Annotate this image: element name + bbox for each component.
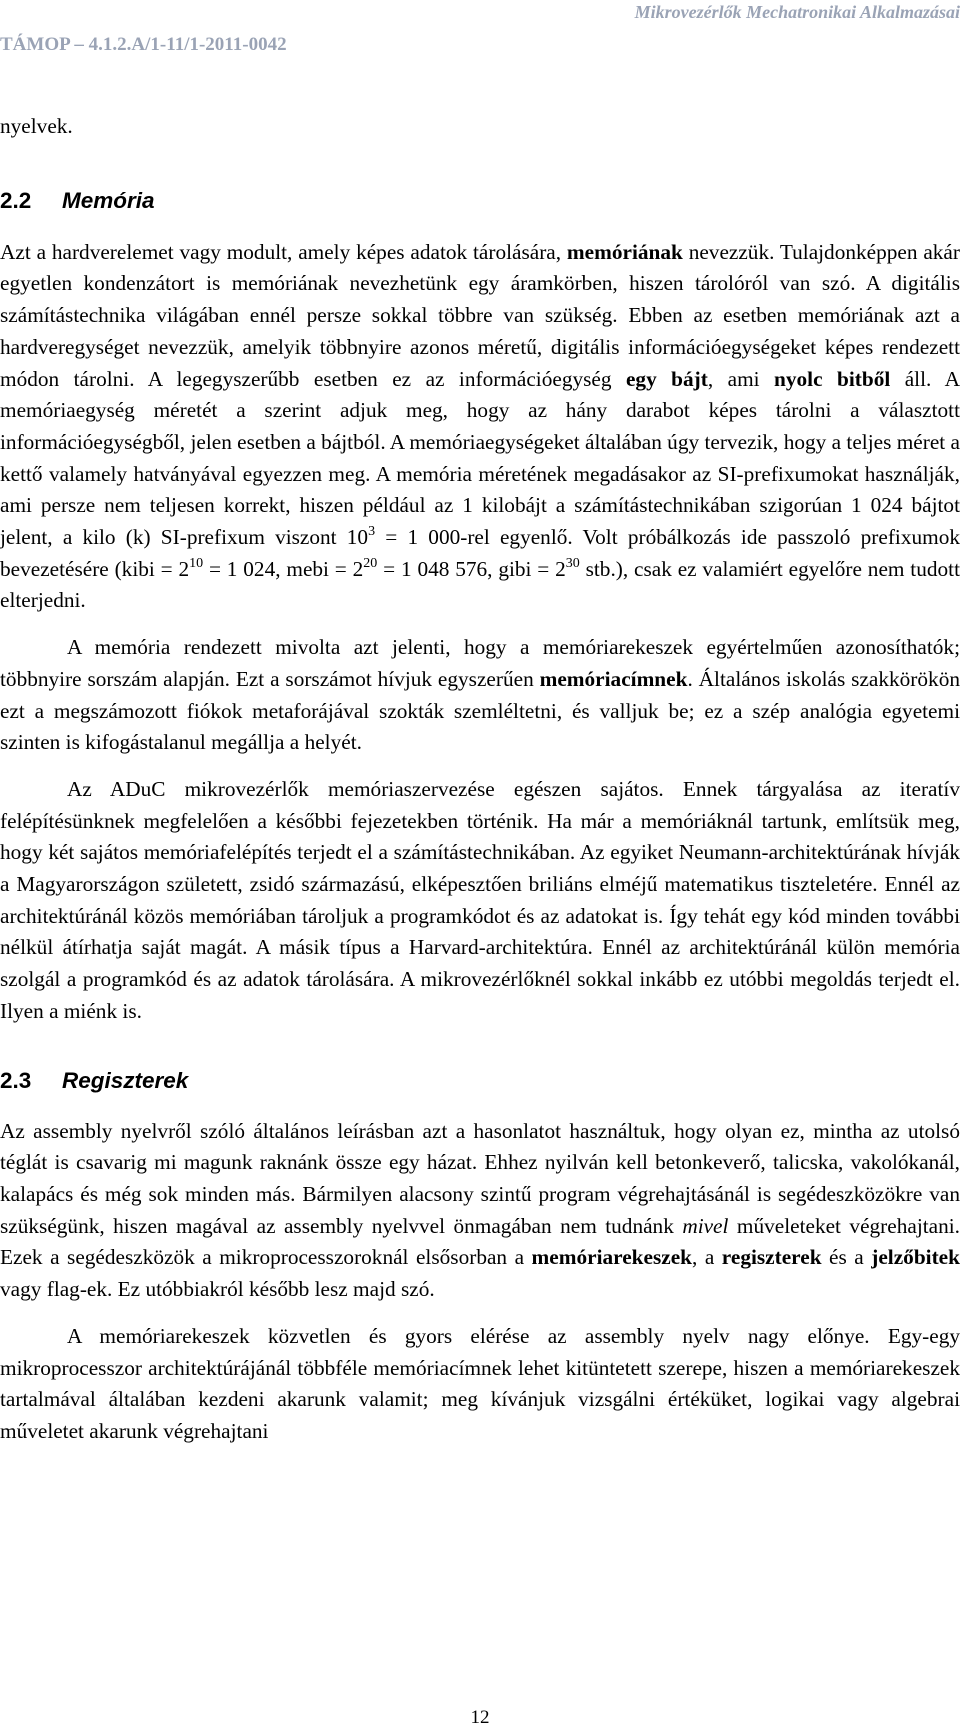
section-number: 2.3 [0,1067,32,1093]
paragraph-memoria-2: A memória rendezett mivolta azt jelenti, hogy a memóriarekeszek egyértelműen azonosíthatók; többnyire sorszám alapján. Ezt a sorszámot hívjuk egyszerűen memóriacímnek. Általános iskolás szakkörökön ezt a megszámozott fiókok metaforájával szokták szemléltetni, és valljuk be; ez a szép analógia egyetemi szinten is kifogástalanul megállja a helyét. [0,635,960,755]
running-header-project-code: TÁMOP – 4.1.2.A/1-11/1-2011-0042 [0,34,287,55]
section-title: Memória [62,187,155,213]
page-body [0,111,960,1448]
paragraph-memoria-1: Azt a hardverelemet vagy modult, amely képes adatok tárolására, memóriának nevezzük. Tulajdonképpen akár egyetlen kondenzátort is memóriának nevezhetünk egy áramkörben, hiszen tárolóról van szó. A digitális számítástechnika világában ennél persze sokkal többre van szükség. Ebben az esetben memóriának azt a hardveregységet nevezzük, amelyik többnyire azonos méretű, digitális információegységeket képes rendezett módon tárolni. A legegyszerűbb esetben ez az információegység egy bájt, ami nyolc bitből áll. A memóriaegység méretét a szerint adjuk meg, hogy az hány darabot képes tárolni a választott információegységből, jelen esetben a bájtból. A memóriaegységeket általában úgy tervezik, hogy a teljes méret a kettő valamely hatványával egyezzen meg. A memória méretének megadásakor az SI-prefixumokat használják, ami persze nem teljesen korrekt, hiszen például az 1 kilobájt a számítástechnikában szigorúan 1 024 bájtot jelent, a kilo (k) SI-prefixum viszont $10^3 = 1$ 000-rel egyenlő. Volt próbálkozás ide passzoló prefixumok bevezetésére (kibi = $2^{10} = 1$ 024, mebi = $2^{20} = 1$ 048 576, gibi = $2^{30}$ stb.), csak ez valamiért egyelőre nem tudott elterjedni. [0,239,960,613]
term-memoriacimnek: memóriacímnek [539,666,688,691]
exponent: 20 [363,555,378,571]
paragraph-regiszterek-2: A memóriarekeszek közvetlen és gyors elérése az assembly nyelv nagy előnye. Egy-egy mikroprocesszor architektúrájánál többféle memóriacímnek lehet kitüntetett szerepe, hiszen a memóriarekeszek tartalmával általában kezdeni akarunk valamit; meg kívánjuk vizsgálni értéküket, logikai vagy algebrai műveletet akarunk végrehajtani [0,1323,960,1443]
intro-fragment: nyelvek. [0,114,73,138]
term-jelzobitek: jelzőbitek [871,1245,960,1270]
term-memoriarekeszek: memóriarekeszek [531,1245,692,1270]
paragraph-regiszterek-1: Az assembly nyelvről szóló általános leírásban azt a hasonlatot használtuk, hogy olyan ez, mintha az utolsó téglát is csavarig mi magunk raknánk össze egy házat. Ehhez nyilván kell betonkeverő, talicska, vakolókanál, kalapács és még sok minden más. Bármilyen alacsony szintű program végrehajtásánál is segédeszközökre van szükségünk, hiszen magával az assembly nyelvvel önmagában nem tudnánk mivel műveleteket végrehajtani. Ezek a segédeszközök a mikroprocesszoroknál elsősorban a memóriarekeszek, a regiszterek és a jelzőbitek vagy flag-ek. Ez utóbbiakról később lesz majd szó. [0,1118,960,1302]
paragraph-memoria-3: Az ADuC mikrovezérlők memóriaszervezése egészen sajátos. Ennek tárgyalása az iteratív felépítésünknek megfelelően a későbbi fejezetekben történik. Ha már a memóriáknál tartunk, említsük meg, hogy két sajátos memóriafelépítés terjedt el a számítástechnikában. Az egyiket Neumann-architektúrának hívják a Magyarországon született, zsidó származású, elképesztően briliáns elméjű matematikus tiszteletére. Ennél az architektúránál közös memóriában tároljuk a programkódot és az adatokat is. Így tehát egy kód minden további nélkül átírhatja saját magát. A másik típus a Harvard-architektúra. Ennél az architektúránál külön memória szolgál a programkód és az adatok tárolására. A mikrovezérlőknél sokkal inkább ez utóbbi megoldás terjedt el. Ilyen a miénk is. [0,776,960,1023]
exponent: 10 [189,555,204,571]
section-number: 2.2 [0,187,32,213]
term-egy-bajt: egy bájt [625,366,708,391]
page-number: 12 [470,1707,490,1728]
term-nyolc-bitbol: nyolc bitből [774,366,891,391]
section-title: Regiszterek [62,1067,189,1093]
term-regiszterek: regiszterek [721,1245,822,1270]
term-memorianak: memóriának [566,239,683,264]
exponent: 3 [368,524,376,540]
section-heading-2-3 [0,1066,960,1096]
running-header-title: Mikrovezérlők Mechatronikai Alkalmazásai [634,2,960,22]
section-heading-2-2 [0,186,960,216]
term-mivel: mivel [682,1213,729,1238]
exponent: 30 [565,555,580,571]
